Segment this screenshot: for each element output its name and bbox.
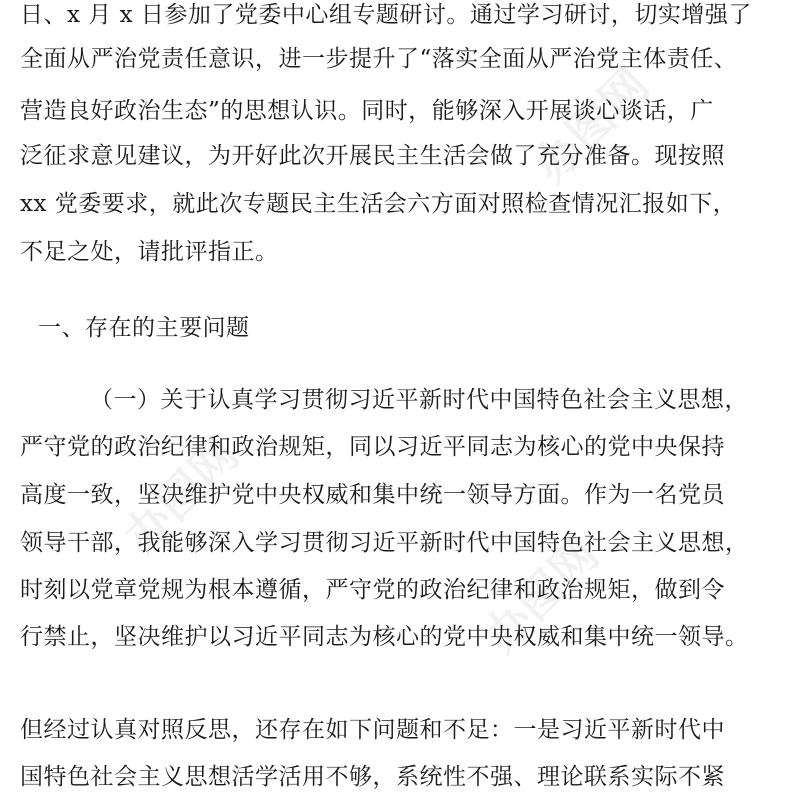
paragraph-line: 领导干部，我能够深入学习贯彻习近平新时代中国特色社会主义思想， (20, 530, 749, 556)
paragraph-line: 日、x 月 x 日参加了党委中心组专题研讨。通过学习研讨，切实增强了 (20, 2, 752, 28)
watermark: 办图网 (523, 57, 660, 194)
watermark: 办图网 (113, 427, 250, 564)
paragraph-line: （一）关于认真学习贯彻习近平新时代中国特色社会主义思想， (90, 387, 748, 413)
paragraph-line: 严守党的政治纪律和政治规矩，同以习近平同志为核心的党中央保持 (20, 434, 725, 460)
paragraph-line: 营造良好政治生态”的思想认识。同时，能够深入开展谈心谈话，广 (20, 98, 714, 124)
paragraph-line: xx 党委要求，就此次专题民主生活会六方面对照检查情况汇报如下， (20, 191, 737, 217)
paragraph-line: 高度一致，坚决维护党中央权威和集中统一领导方面。作为一名党员 (20, 482, 725, 508)
paragraph-line: 国特色社会主义思想活学活用不够，系统性不强、理论联系实际不紧 (20, 764, 725, 790)
paragraph-line: 行禁止，坚决维护以习近平同志为核心的党中央权威和集中统一领导。 (20, 624, 749, 650)
watermark: 办图网 (473, 527, 610, 664)
paragraph-line: 不足之处，请批评指正。 (20, 239, 279, 265)
paragraph-line: 时刻以党章党规为根本遵循，严守党的政治纪律和政治规矩，做到令 (20, 577, 725, 603)
paragraph-line: 泛征求意见建议，为开好此次开展民主生活会做了充分准备。现按照 (20, 143, 725, 169)
paragraph-line: 但经过认真对照反思，还存在如下问题和不足：一是习近平新时代中 (20, 717, 725, 743)
section-heading: 一、存在的主要问题 (38, 315, 250, 341)
paragraph-line: 全面从严治党责任意识，进一步提升了“落实全面从严治党主体责任、 (20, 46, 738, 72)
